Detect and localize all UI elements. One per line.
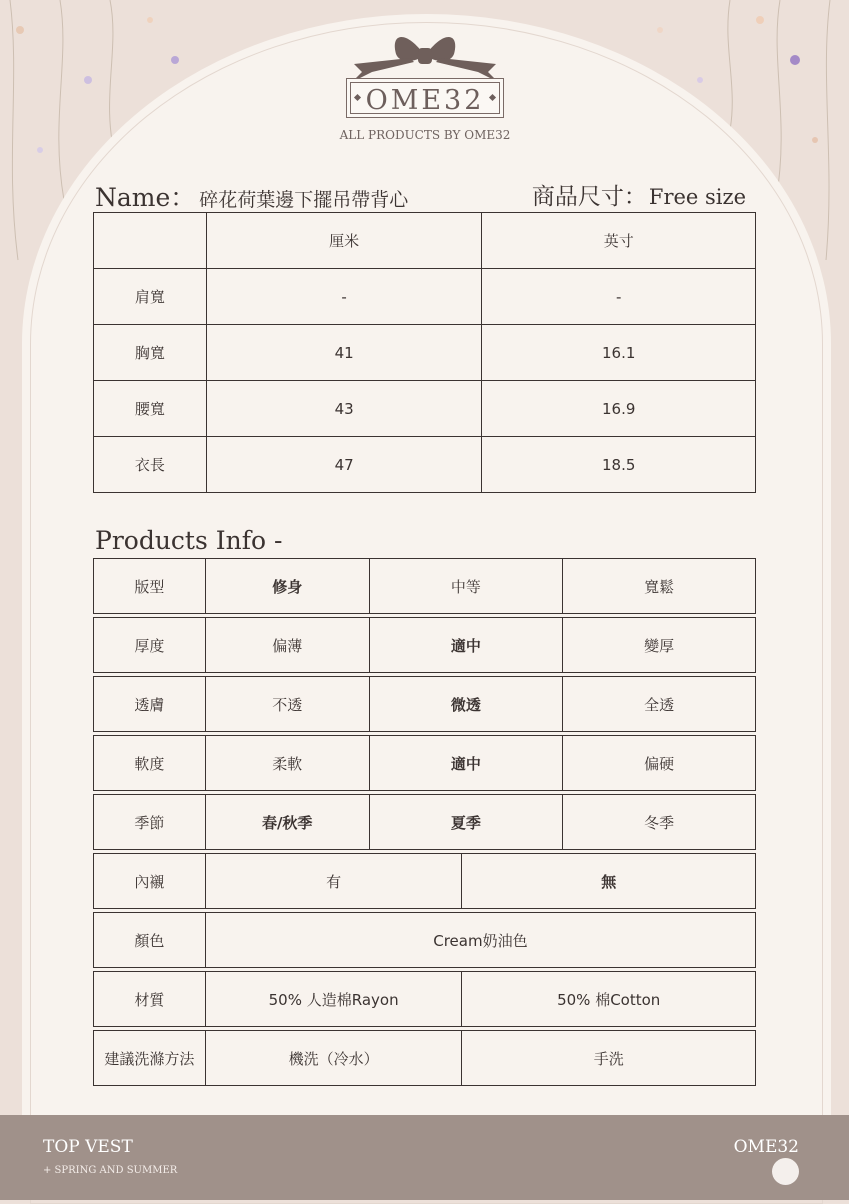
info-option: 50% 棉Cotton — [462, 972, 756, 1027]
info-option-selected: 適中 — [369, 736, 563, 791]
inch-value: 16.1 — [482, 325, 756, 381]
logo-text: OME32 — [365, 85, 485, 116]
info-option: 50% 人造棉Rayon — [205, 972, 462, 1027]
info-option-selected: 修身 — [205, 559, 369, 614]
products-info-title: Products Info - — [95, 526, 283, 555]
inch-value: - — [482, 269, 756, 325]
info-option-selected: 無 — [462, 854, 756, 909]
info-row-color — [93, 912, 756, 968]
info-option-selected: 春/秋季 — [205, 795, 369, 850]
row-label: 腰寬 — [94, 381, 207, 437]
info-label: 內襯 — [94, 854, 206, 909]
info-label: 軟度 — [94, 736, 206, 791]
footer-brand: OME32 — [733, 1137, 799, 1157]
row-label: 肩寬 — [94, 269, 207, 325]
info-label: 建議洗滌方法 — [94, 1031, 206, 1086]
info-row-season — [93, 794, 756, 850]
brand-logo — [330, 32, 520, 152]
info-row-lining — [93, 853, 756, 909]
footer-title: TOP VEST — [43, 1137, 133, 1157]
info-label: 厚度 — [94, 618, 206, 673]
size-label: 商品尺寸： — [531, 184, 647, 210]
info-option-selected: 適中 — [369, 618, 563, 673]
info-option: 全透 — [563, 677, 756, 732]
info-row-sheerness — [93, 676, 756, 732]
cm-value: 43 — [206, 381, 482, 437]
info-label: 季節 — [94, 795, 206, 850]
info-row-washing — [93, 1030, 756, 1086]
info-option-selected: 夏季 — [369, 795, 563, 850]
inch-value: 16.9 — [482, 381, 756, 437]
info-row-softness — [93, 735, 756, 791]
size-table-header — [94, 213, 756, 269]
info-row-material — [93, 971, 756, 1027]
info-option: 手洗 — [462, 1031, 756, 1086]
table-row — [94, 269, 756, 325]
product-size-heading — [532, 178, 746, 212]
info-label: 版型 — [94, 559, 206, 614]
info-option: 偏薄 — [205, 618, 369, 673]
info-option: 冬季 — [563, 795, 756, 850]
cm-value: 47 — [206, 437, 482, 493]
info-option: 有 — [205, 854, 462, 909]
logo-frame — [346, 78, 504, 118]
info-row-thickness — [93, 617, 756, 673]
table-row — [94, 381, 756, 437]
name-label: Name： — [95, 183, 196, 212]
info-option: 中等 — [369, 559, 563, 614]
info-option: 偏硬 — [563, 736, 756, 791]
cm-value: 41 — [206, 325, 482, 381]
info-option: 柔軟 — [205, 736, 369, 791]
info-option: 不透 — [205, 677, 369, 732]
footer-bar — [0, 1115, 849, 1200]
product-name: 碎花荷葉邊下擺吊帶背心 — [199, 189, 409, 211]
header-inch: 英寸 — [482, 213, 756, 269]
inch-value: 18.5 — [482, 437, 756, 493]
info-option-selected: 微透 — [369, 677, 563, 732]
table-row — [94, 325, 756, 381]
info-label: 透膚 — [94, 677, 206, 732]
circle-icon — [772, 1158, 799, 1185]
header-cell — [94, 213, 207, 269]
row-label: 胸寬 — [94, 325, 207, 381]
info-option: 寬鬆 — [563, 559, 756, 614]
row-label: 衣長 — [94, 437, 207, 493]
table-row — [94, 437, 756, 493]
info-option: 機洗（冷水） — [205, 1031, 462, 1086]
cm-value: - — [206, 269, 482, 325]
product-name-heading — [95, 178, 408, 212]
info-row-fit — [93, 558, 756, 614]
info-option: 變厚 — [563, 618, 756, 673]
size-table — [93, 212, 756, 493]
info-label: 顏色 — [94, 913, 206, 968]
header-cm: 厘米 — [206, 213, 482, 269]
size-value: Free size — [648, 185, 746, 209]
logo-subtitle: ALL PRODUCTS BY OME32 — [339, 128, 511, 142]
footer-subtitle: + SPRING AND SUMMER — [43, 1165, 178, 1176]
color-value: Cream奶油色 — [205, 913, 755, 968]
info-label: 材質 — [94, 972, 206, 1027]
